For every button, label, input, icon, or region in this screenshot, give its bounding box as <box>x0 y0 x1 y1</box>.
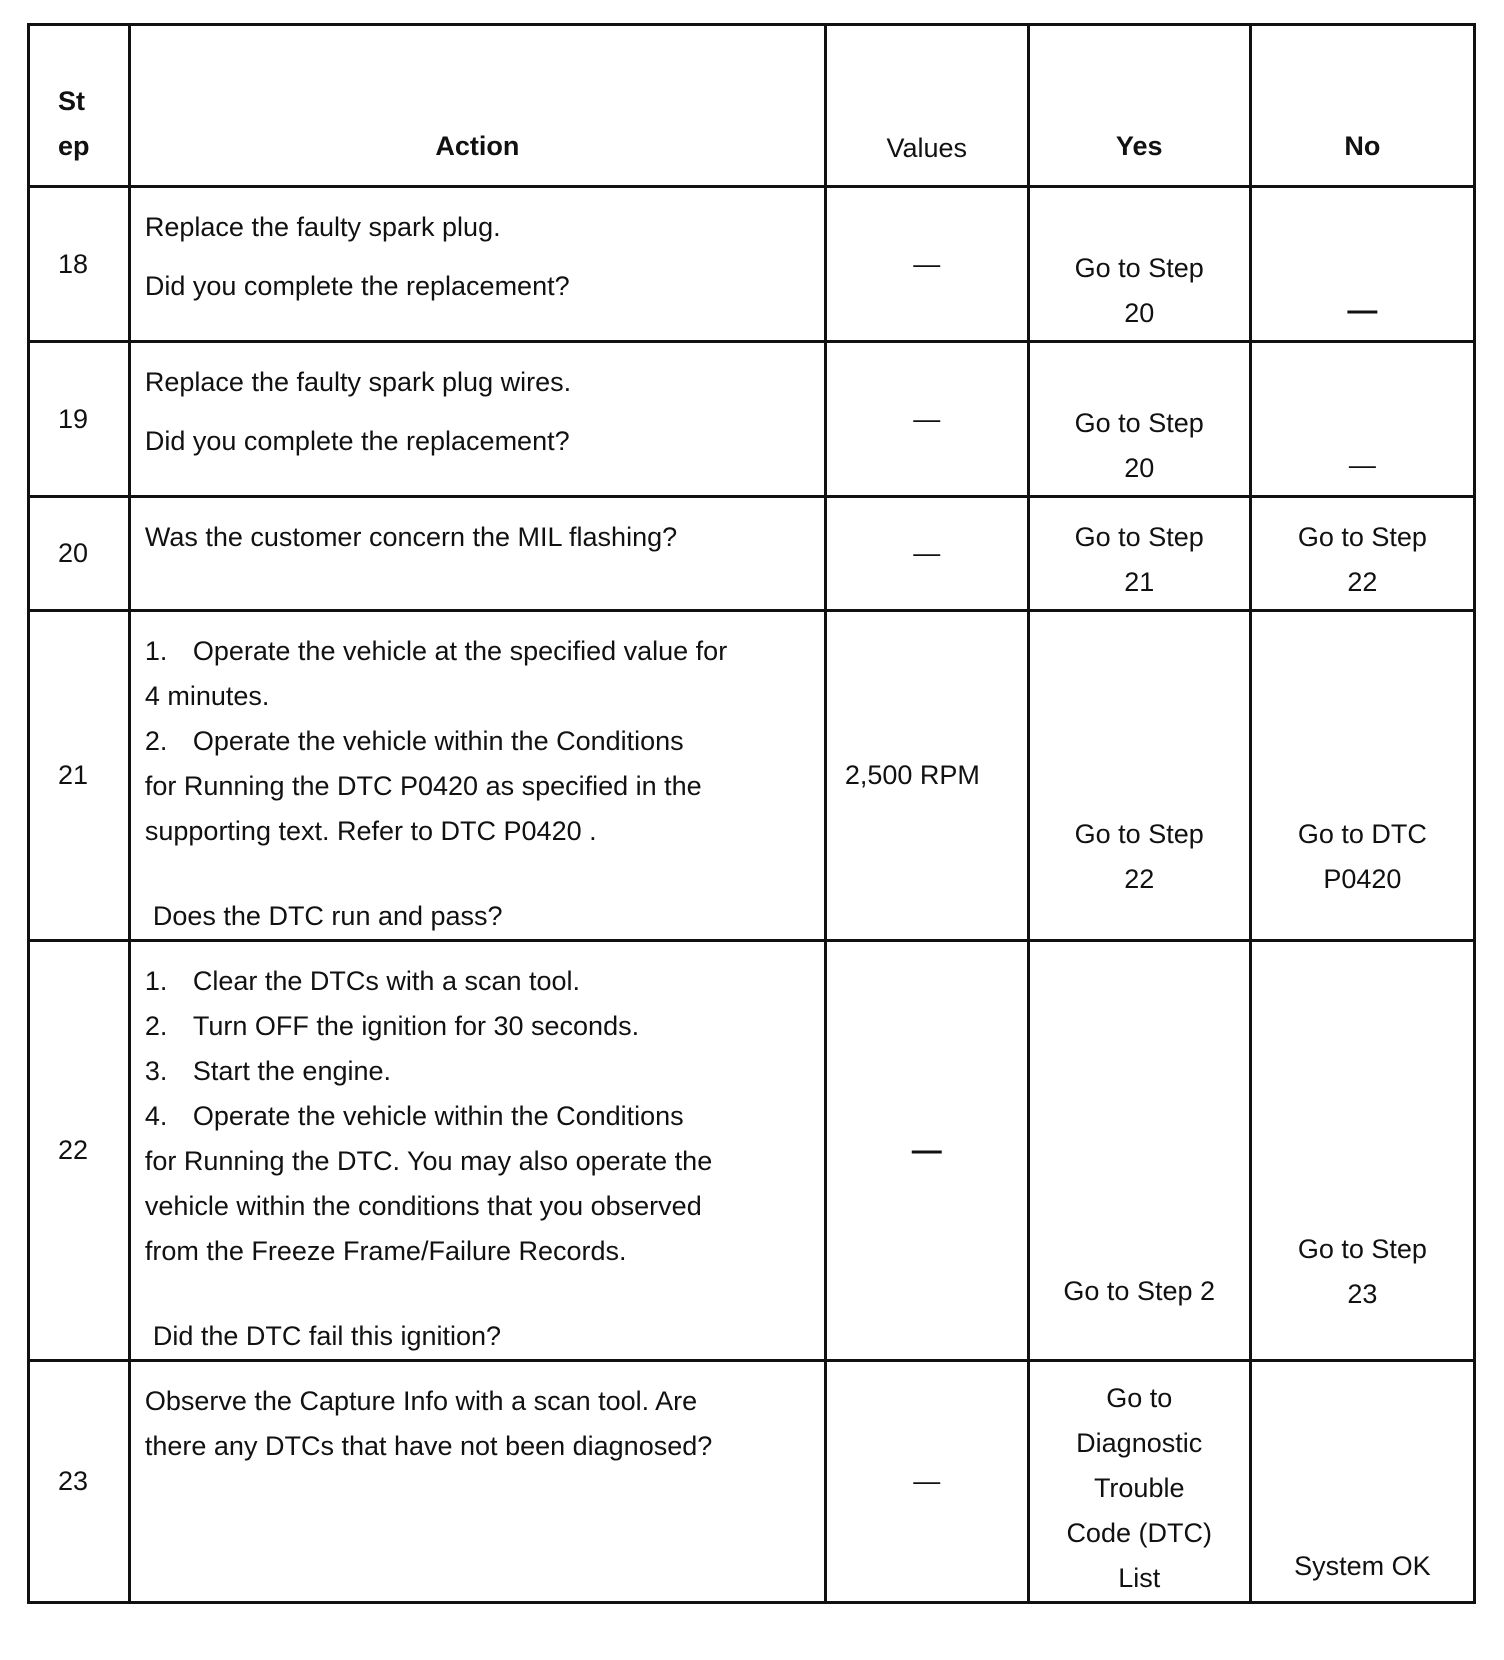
action-item <box>145 1004 804 1049</box>
no-text-line-2: P0420 <box>1323 864 1402 894</box>
table-row-18 <box>29 187 1475 342</box>
table-row-19 <box>29 342 1475 497</box>
no-cell <box>1250 941 1474 1361</box>
action-item-number: 1. <box>144 966 168 996</box>
values-dash: — <box>913 538 941 568</box>
yes-text-line-2: 20 <box>1124 453 1155 483</box>
table-row-23 <box>29 1361 1475 1603</box>
action-item <box>145 719 804 764</box>
header-step-line-1: St <box>58 86 85 116</box>
values-cell <box>825 342 1028 497</box>
yes-cell <box>1028 1361 1250 1603</box>
no-text-line-2: 23 <box>1347 1279 1378 1309</box>
header-values: Values <box>825 25 1028 187</box>
action-item: supporting text. Refer to DTC P0420 . <box>144 816 597 846</box>
action-text: Observe the Capture Info with a scan tool. Are <box>144 1386 698 1416</box>
action-text: there any DTCs that have not been diagnosed? <box>144 1431 713 1461</box>
no-text-line-1: System OK <box>1294 1551 1431 1581</box>
values-cell <box>825 187 1028 342</box>
action-item <box>145 1049 804 1094</box>
yes-cell <box>1028 611 1250 941</box>
action-item-text: Start the engine. <box>192 1056 392 1086</box>
action-item: vehicle within the conditions that you observed <box>144 1191 702 1221</box>
no-cell <box>1250 1361 1474 1603</box>
header-yes: Yes <box>1028 25 1250 187</box>
yes-text-line-1: Go to Step <box>1074 522 1204 552</box>
no-text-line-1: Go to Step <box>1297 522 1427 552</box>
table-row-21 <box>29 611 1475 941</box>
action-item-number: 2. <box>144 726 168 756</box>
values-cell <box>825 497 1028 611</box>
action-item-number: 3. <box>144 1056 168 1086</box>
no-cell <box>1250 497 1474 611</box>
header-row <box>29 25 1475 187</box>
action-item-text: Operate the vehicle within the Conditions <box>192 1101 684 1131</box>
action-item: for Running the DTC. You may also operate the <box>144 1146 713 1176</box>
step-number: 19 <box>29 342 130 497</box>
yes-text-line-4: Code (DTC) <box>1066 1518 1212 1548</box>
yes-text-line-1: Go to <box>1106 1383 1173 1413</box>
yes-text-line-5: List <box>1118 1563 1161 1593</box>
action-cell <box>129 611 825 941</box>
action-question: Did the DTC fail this ignition? <box>152 1321 502 1351</box>
action-item-number: 1. <box>144 636 168 666</box>
action-item-text: Operate the vehicle at the specified value for <box>192 636 728 666</box>
yes-cell <box>1028 342 1250 497</box>
values-cell <box>825 1361 1028 1603</box>
action-item <box>145 629 804 674</box>
action-text: Replace the faulty spark plug wires. <box>144 367 572 397</box>
action-item: 4 minutes. <box>144 681 270 711</box>
step-number: 20 <box>29 497 130 611</box>
action-cell <box>129 1361 825 1603</box>
step-number: 21 <box>29 611 130 941</box>
action-cell <box>129 187 825 342</box>
diagnostic-table <box>27 23 1476 1604</box>
no-text-line-1: Go to DTC <box>1297 819 1427 849</box>
table-row-22 <box>29 941 1475 1361</box>
action-item-text: Clear the DTCs with a scan tool. <box>192 966 581 996</box>
values-cell: 2,500 RPM <box>825 611 1028 941</box>
yes-text-line-1: Go to Step <box>1074 819 1204 849</box>
step-number: 22 <box>29 941 130 1361</box>
yes-text-line-2: 20 <box>1124 298 1155 328</box>
yes-cell <box>1028 187 1250 342</box>
yes-text-line-1: Go to Step <box>1074 408 1204 438</box>
no-cell <box>1250 187 1474 342</box>
values-dash: — <box>913 403 941 434</box>
action-item-text: Operate the vehicle within the Conditions <box>192 726 684 756</box>
action-question: Does the DTC run and pass? <box>152 901 503 931</box>
no-text-line-1: Go to Step <box>1297 1234 1427 1264</box>
action-item: for Running the DTC P0420 as specified in the <box>144 771 702 801</box>
values-cell <box>825 941 1028 1361</box>
no-dash: — <box>1347 294 1378 327</box>
no-cell <box>1250 611 1474 941</box>
action-question: Was the customer concern the MIL flashing? <box>144 522 678 552</box>
no-text-line-2: 22 <box>1347 567 1378 597</box>
action-cell <box>129 941 825 1361</box>
header-no: No <box>1250 25 1474 187</box>
step-number: 18 <box>29 187 130 342</box>
yes-text-line-1: Go to Step 2 <box>1063 1276 1216 1306</box>
action-item-number: 4. <box>144 1101 168 1131</box>
action-question: Did you complete the replacement? <box>144 271 570 301</box>
action-question: Did you complete the replacement? <box>144 426 570 456</box>
yes-cell <box>1028 497 1250 611</box>
action-item: from the Freeze Frame/Failure Records. <box>144 1236 627 1266</box>
action-item <box>145 959 804 1004</box>
no-cell <box>1250 342 1474 497</box>
yes-text-line-2: 22 <box>1124 864 1155 894</box>
action-item <box>145 1094 804 1139</box>
header-step-line-2: ep <box>58 131 90 161</box>
values-dash: — <box>913 248 941 279</box>
header-step <box>29 25 130 187</box>
header-action: Action <box>129 25 825 187</box>
yes-text-line-2: 21 <box>1124 567 1155 597</box>
values-dash: — <box>911 1133 942 1167</box>
table-row-20 <box>29 497 1475 611</box>
action-item-number: 2. <box>144 1011 168 1041</box>
action-text: Replace the faulty spark plug. <box>144 212 501 242</box>
action-cell <box>129 497 825 611</box>
yes-text-line-3: Trouble <box>1093 1473 1185 1503</box>
yes-text-line-1: Go to Step <box>1074 253 1204 283</box>
yes-cell <box>1028 941 1250 1361</box>
action-item-text: Turn OFF the ignition for 30 seconds. <box>192 1011 640 1041</box>
step-number: 23 <box>29 1361 130 1603</box>
values-dash: — <box>913 1466 941 1496</box>
no-dash: — <box>1348 450 1376 480</box>
yes-text-line-2: Diagnostic <box>1076 1428 1203 1458</box>
action-cell <box>129 342 825 497</box>
